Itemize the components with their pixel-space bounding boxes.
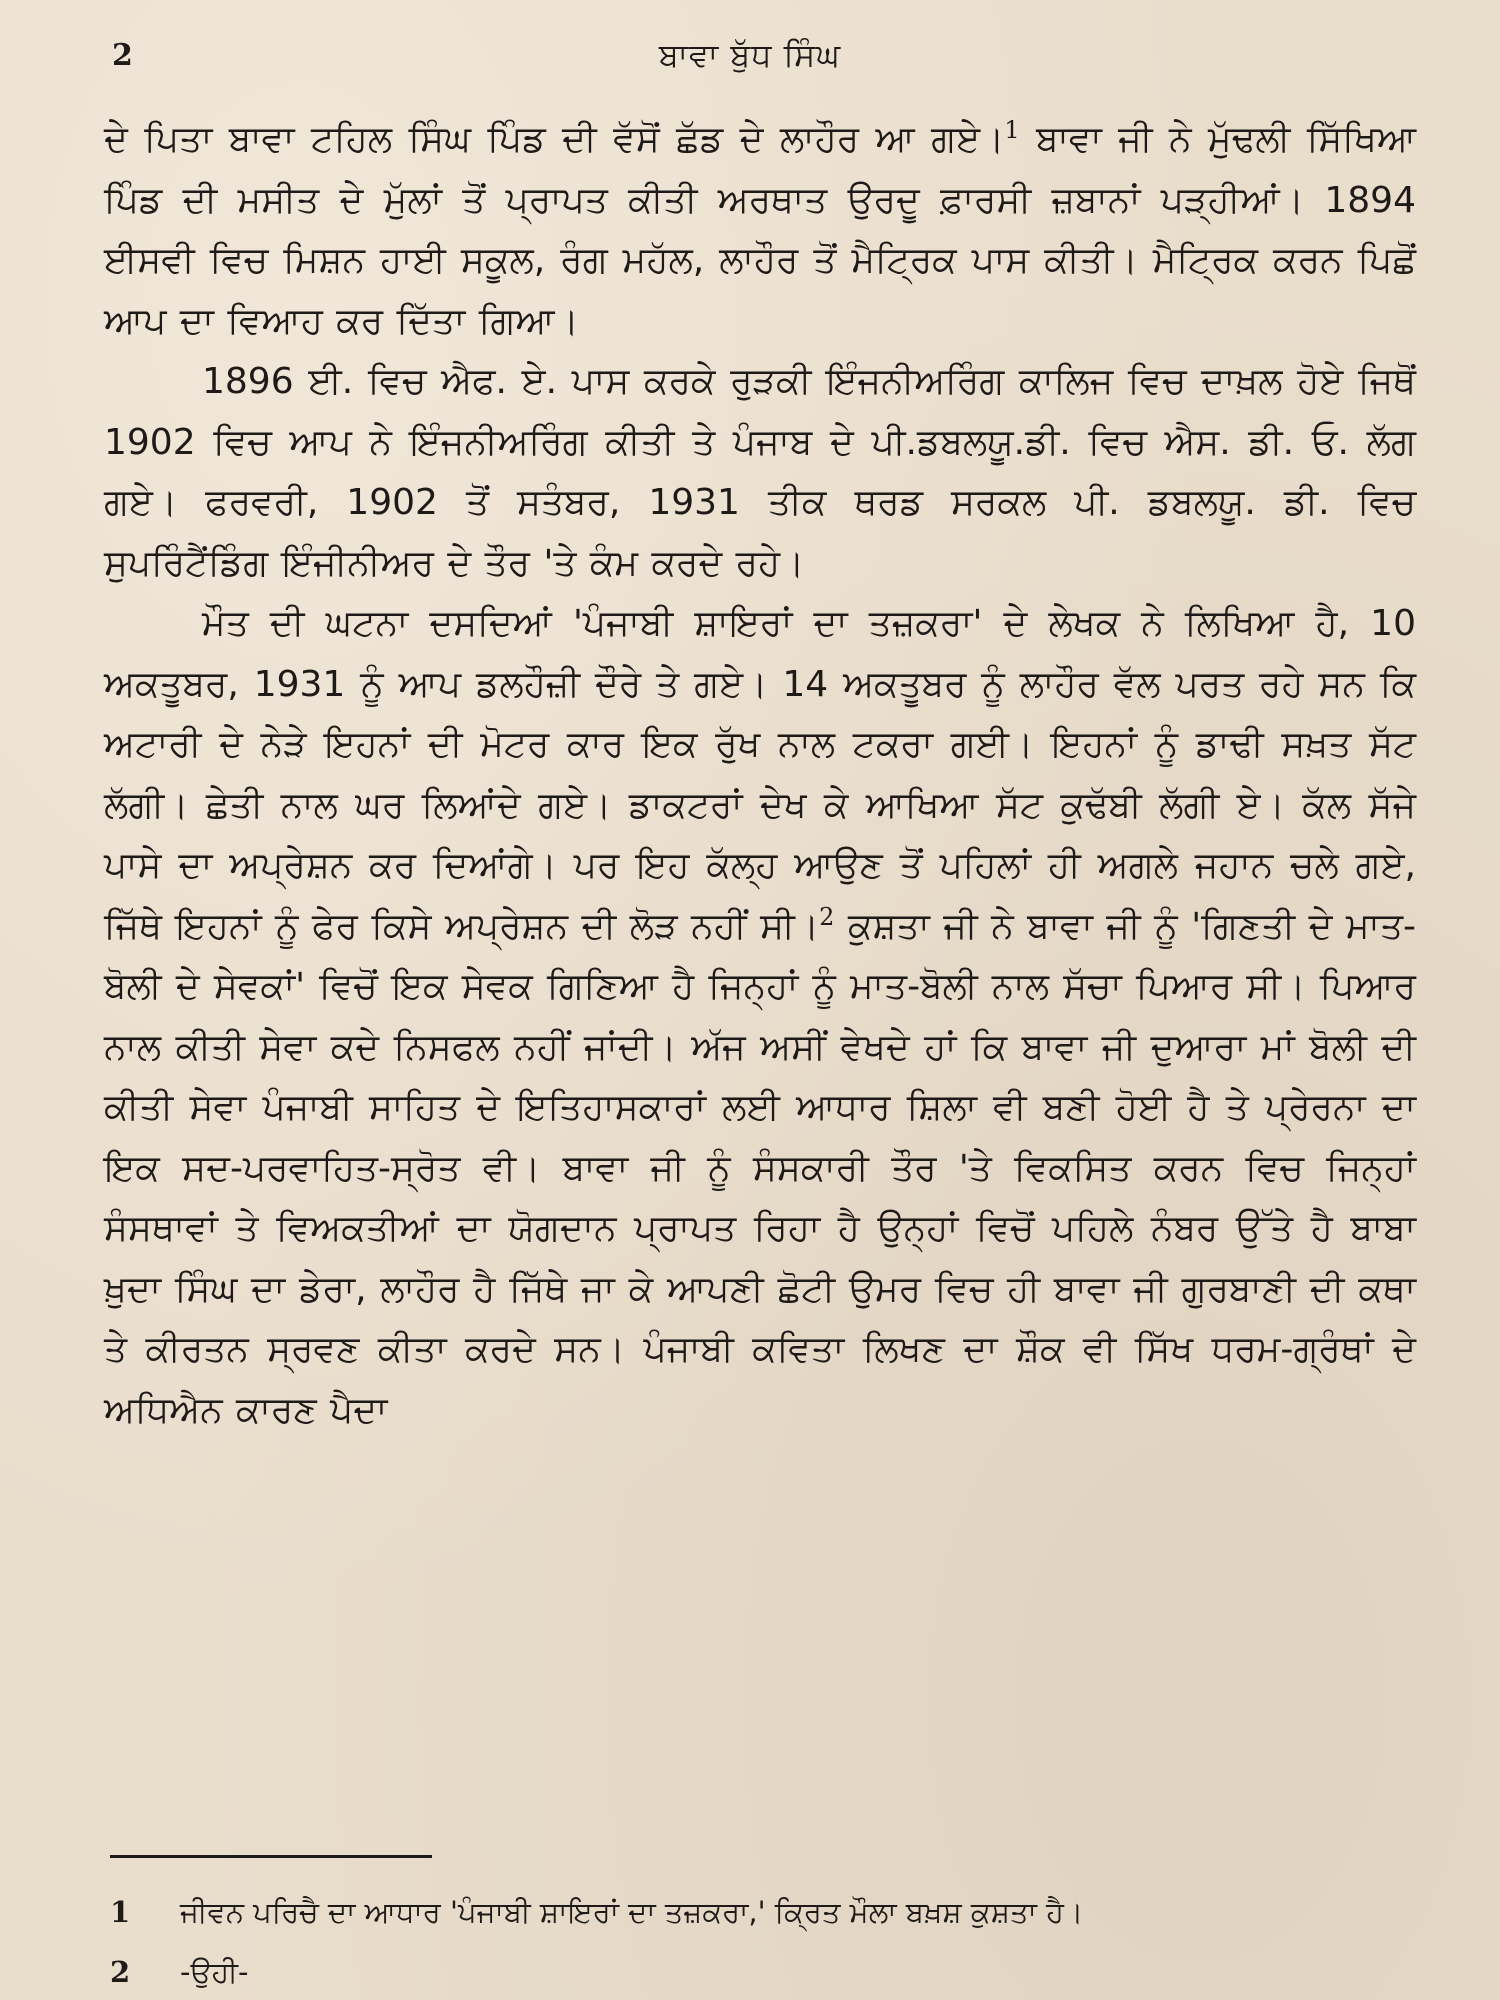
paragraph-3 [104, 594, 1416, 1441]
footnote-ref-1: 1 [1004, 116, 1020, 144]
footnote-number: 2 [110, 1955, 131, 1989]
paragraph-3-text-a: ਮੌਤ ਦੀ ਘਟਨਾ ਦਸਦਿਆਂ 'ਪੰਜਾਬੀ ਸ਼ਾਇਰਾਂ ਦਾ ਤਜ਼ਕਰਾ' ਦੇ ਲੇਖਕ ਨੇ ਲਿਖਿਆ ਹੈ, 10 ਅਕਤੂਬਰ, 1931 ਨੂੰ ਆਪ ਡਲਹੌਜ਼ੀ ਦੌਰੇ ਤੇ ਗਏ। 14 ਅਕਤੂਬਰ ਨੂੰ ਲਾਹੌਰ ਵੱਲ ਪਰਤ ਰਹੇ ਸਨ ਕਿ ਅਟਾਰੀ ਦੇ ਨੇੜੇ ਇਹਨਾਂ ਦੀ ਮੋਟਰ ਕਾਰ ਇਕ ਰੁੱਖ ਨਾਲ ਟਕਰਾ ਗਈ। ਇਹਨਾਂ ਨੂੰ ਡਾਢੀ ਸਖ਼ਤ ਸੱਟ ਲੱਗੀ। ਛੇਤੀ ਨਾਲ ਘਰ ਲਿਆਂਦੇ ਗਏ। ਡਾਕਟਰਾਂ ਦੇਖ ਕੇ ਆਖਿਆ ਸੱਟ ਕੁਢੱਬੀ ਲੱਗੀ ਏ। ਕੱਲ ਸੱਜੇ ਪਾਸੇ ਦਾ ਅਪ੍ਰੇਸ਼ਨ ਕਰ ਦਿਆਂਗੇ। ਪਰ ਇਹ ਕੱਲ੍ਹ ਆਉਣ ਤੋਂ ਪਹਿਲਾਂ ਹੀ ਅਗਲੇ ਜਹਾਨ ਚਲੇ ਗਏ, ਜਿੱਥੇ ਇਹਨਾਂ ਨੂੰ ਫੇਰ ਕਿਸੇ ਅਪ੍ਰੇਸ਼ਨ ਦੀ ਲੋੜ ਨਹੀਂ ਸੀ। [104, 603, 1416, 947]
paragraph-1-text-a: ਦੇ ਪਿਤਾ ਬਾਵਾ ਟਹਿਲ ਸਿੰਘ ਪਿੰਡ ਦੀ ਵੱਸੋਂ ਛੱਡ ਦੇ ਲਾਹੌਰ ਆ ਗਏ। [104, 119, 1005, 160]
footnote-ref-2: 2 [819, 902, 835, 931]
running-title: ਬਾਵਾ ਬੁੱਧ ਸਿੰਘ [658, 36, 842, 74]
paragraph-2: 1896 ਈ. ਵਿਚ ਐਫ. ਏ. ਪਾਸ ਕਰਕੇ ਰੁੜਕੀ ਇੰਜਨੀਅਰਿੰਗ ਕਾਲਿਜ ਵਿਚ ਦਾਖ਼ਲ ਹੋਏ ਜਿਥੋਂ 1902 ਵਿਚ ਆਪ ਨੇ ਇੰਜਨੀਅਰਿੰਗ ਕੀਤੀ ਤੇ ਪੰਜਾਬ ਦੇ ਪੀ.ਡਬਲਯੂ.ਡੀ. ਵਿਚ ਐਸ. ਡੀ. ਓ. ਲੱਗ ਗਏ। ਫਰਵਰੀ, 1902 ਤੋਂ ਸਤੰਬਰ, 1931 ਤੀਕ ਥਰਡ ਸਰਕਲ ਪੀ. ਡਬਲਯੂ. ਡੀ. ਵਿਚ ਸੁਪਰਿੰਟੈਂਡਿੰਗ ਇੰਜੀਨੀਅਰ ਦੇ ਤੌਰ 'ਤੇ ਕੰਮ ਕਰਦੇ ਰਹੇ। [104, 361, 1416, 584]
footnote-text: ਜੀਵਨ ਪਰਿਚੈ ਦਾ ਆਧਾਰ 'ਪੰਜਾਬੀ ਸ਼ਾਇਰਾਂ ਦਾ ਤਜ਼ਕਰਾ,' ਕ੍ਰਿਤ ਮੌਲਾ ਬਖ਼ਸ਼ ਕੁਸ਼ਤਾ ਹੈ। [180, 1895, 1084, 1929]
body-text [104, 110, 1416, 1441]
footnote-1 [110, 1895, 1410, 1930]
footnote-rule [110, 1855, 432, 1858]
paragraph-1-text-b: ਬਾਵਾ ਜੀ ਨੇ ਮੁੱਢਲੀ ਸਿੱਖਿਆ ਪਿੰਡ ਦੀ ਮਸੀਤ ਦੇ ਮੁੱਲਾਂ ਤੋਂ ਪ੍ਰਾਪਤ ਕੀਤੀ ਅਰਥਾਤ ਉਰਦੂ ਫ਼ਾਰਸੀ ਜ਼ਬਾਨਾਂ ਪੜ੍ਹੀਆਂ। 1894 ਈਸਵੀ ਵਿਚ ਮਿਸ਼ਨ ਹਾਈ ਸਕੂਲ, ਰੰਗ ਮਹੱਲ, ਲਾਹੌਰ ਤੋਂ ਮੈਟ੍ਰਿਕ ਪਾਸ ਕੀਤੀ। ਮੈਟ੍ਰਿਕ ਕਰਨ ਪਿਛੋਂ ਆਪ ਦਾ ਵਿਆਹ ਕਰ ਦਿੱਤਾ ਗਿਆ। [104, 119, 1416, 342]
footnote-text: -ਉਹੀ- [180, 1955, 249, 1989]
page-number: 2 [112, 38, 133, 73]
paragraph-1 [104, 110, 1416, 352]
running-head [112, 30, 1388, 90]
footnote-number: 1 [110, 1895, 131, 1929]
footnote-2 [110, 1955, 1410, 1990]
paragraph-3-text-b: ਕੁਸ਼ਤਾ ਜੀ ਨੇ ਬਾਵਾ ਜੀ ਨੂੰ 'ਗਿਣਤੀ ਦੇ ਮਾਤ-ਬੋਲੀ ਦੇ ਸੇਵਕਾਂ' ਵਿਚੋਂ ਇਕ ਸੇਵਕ ਗਿਣਿਆ ਹੈ ਜਿਨ੍ਹਾਂ ਨੂੰ ਮਾਤ-ਬੋਲੀ ਨਾਲ ਸੱਚਾ ਪਿਆਰ ਸੀ। ਪਿਆਰ ਨਾਲ ਕੀਤੀ ਸੇਵਾ ਕਦੇ ਨਿਸਫਲ ਨਹੀਂ ਜਾਂਦੀ। ਅੱਜ ਅਸੀਂ ਵੇਖਦੇ ਹਾਂ ਕਿ ਬਾਵਾ ਜੀ ਦੁਆਰਾ ਮਾਂ ਬੋਲੀ ਦੀ ਕੀਤੀ ਸੇਵਾ ਪੰਜਾਬੀ ਸਾਹਿਤ ਦੇ ਇਤਿਹਾਸਕਾਰਾਂ ਲਈ ਆਧਾਰ ਸ਼ਿਲਾ ਵੀ ਬਣੀ ਹੋਈ ਹੈ ਤੇ ਪ੍ਰੇਰਨਾ ਦਾ ਇਕ ਸਦ-ਪਰਵਾਹਿਤ-ਸ੍ਰੋਤ ਵੀ। ਬਾਵਾ ਜੀ ਨੂੰ ਸੰਸਕਾਰੀ ਤੌਰ 'ਤੇ ਵਿਕਸਿਤ ਕਰਨ ਵਿਚ ਜਿਨ੍ਹਾਂ ਸੰਸਥਾਵਾਂ ਤੇ ਵਿਅਕਤੀਆਂ ਦਾ ਯੋਗਦਾਨ ਪ੍ਰਾਪਤ ਰਿਹਾ ਹੈ ਉਨ੍ਹਾਂ ਵਿਚੋਂ ਪਹਿਲੇ ਨੰਬਰ ਉੱਤੇ ਹੈ ਬਾਬਾ ਖ਼ੁਦਾ ਸਿੰਘ ਦਾ ਡੇਰਾ, ਲਾਹੌਰ ਹੈ ਜਿੱਥੇ ਜਾ ਕੇ ਆਪਣੀ ਛੋਟੀ ਉਮਰ ਵਿਚ ਹੀ ਬਾਵਾ ਜੀ ਗੁਰਬਾਣੀ ਦੀ ਕਥਾ ਤੇ ਕੀਰਤਨ ਸ੍ਰਵਣ ਕੀਤਾ ਕਰਦੇ ਸਨ। ਪੰਜਾਬੀ ਕਵਿਤਾ ਲਿਖਣ ਦਾ ਸ਼ੌਕ ਵੀ ਸਿੱਖ ਧਰਮ-ਗ੍ਰੰਥਾਂ ਦੇ ਅਧਿਐਨ ਕਾਰਣ ਪੈਦਾ [104, 905, 1416, 1431]
